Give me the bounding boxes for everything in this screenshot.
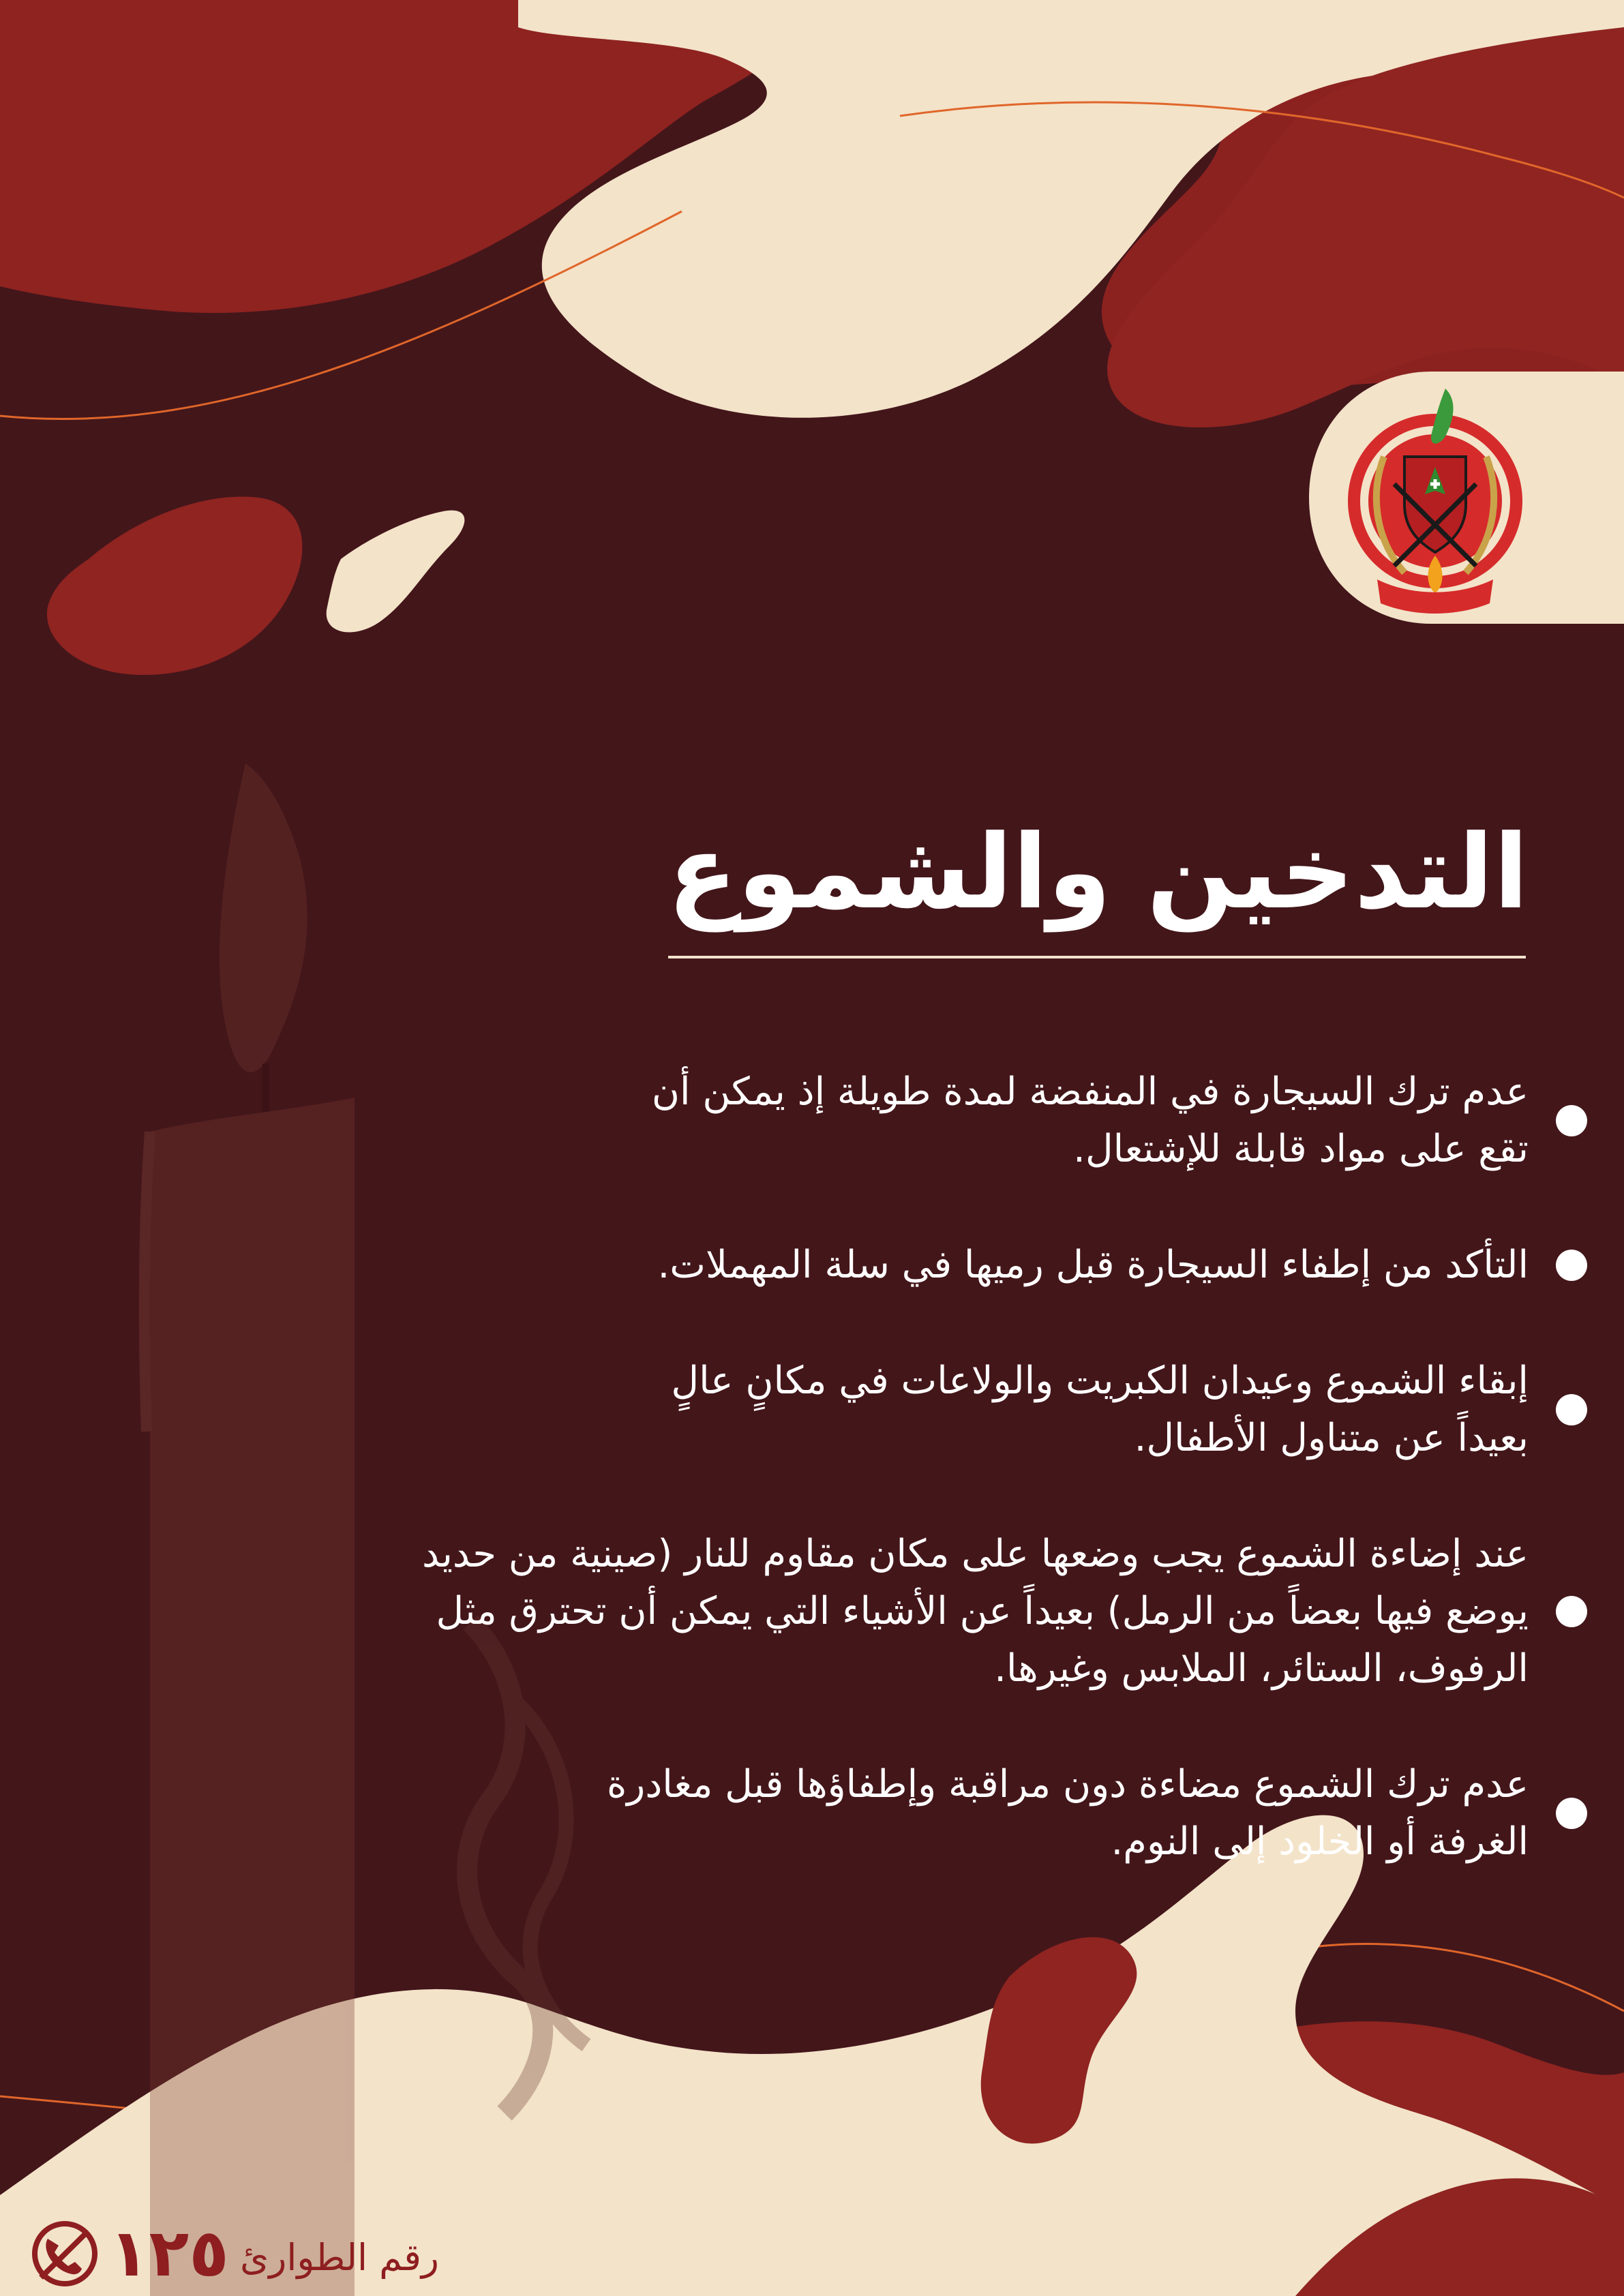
civil-defense-emblem-icon xyxy=(1343,382,1527,620)
bullet-dot-icon xyxy=(1556,1798,1587,1829)
tip-text: عدم ترك الشموع مضاءة دون مراقبة وإطفاؤها قبل مغادرة الغرفة أو الخلود إلى النوم. xyxy=(606,1762,1529,1864)
list-item xyxy=(179,1756,1529,1871)
emergency-footer xyxy=(27,2216,505,2291)
page-title: التدخين والشموع xyxy=(667,813,1529,932)
list-item xyxy=(179,1353,1529,1467)
civil-defense-logo xyxy=(1343,382,1527,620)
bullet-dot-icon xyxy=(1556,1596,1587,1627)
tip-text: التأكد من إطفاء السيجارة قبل رميها في سلة المهملات. xyxy=(657,1243,1529,1287)
safety-tips-list xyxy=(179,1063,1529,1871)
emergency-label: رقم الطوارئ xyxy=(240,2236,439,2279)
bullet-dot-icon xyxy=(1556,1250,1587,1281)
list-item xyxy=(179,1526,1529,1697)
phone-handset-icon xyxy=(27,2220,102,2288)
bullet-dot-icon xyxy=(1556,1105,1587,1136)
list-item xyxy=(179,1237,1529,1294)
emergency-number: ١٢٥ xyxy=(109,2215,229,2291)
tip-text: عند إضاءة الشموع يجب وضعها على مكان مقاوم للنار (صينية من حديد يوضع فيها بعضاً من الرمل) بعيداً عن الأشياء التي يمكن أن تحترق مثل الرفوف، الستائر، الملابس وغيرها. xyxy=(421,1532,1529,1691)
tip-text: إبقاء الشموع وعيدان الكبريت والولاعات في مكانٍ عالٍ بعيداً عن متناول الأطفال. xyxy=(671,1359,1529,1460)
bullet-dot-icon xyxy=(1556,1394,1587,1425)
list-item xyxy=(179,1063,1529,1178)
title-divider xyxy=(668,956,1526,958)
tip-text: عدم ترك السيجارة في المنفضة لمدة طويلة إذ يمكن أن تقع على مواد قابلة للإشتعال. xyxy=(651,1070,1529,1171)
